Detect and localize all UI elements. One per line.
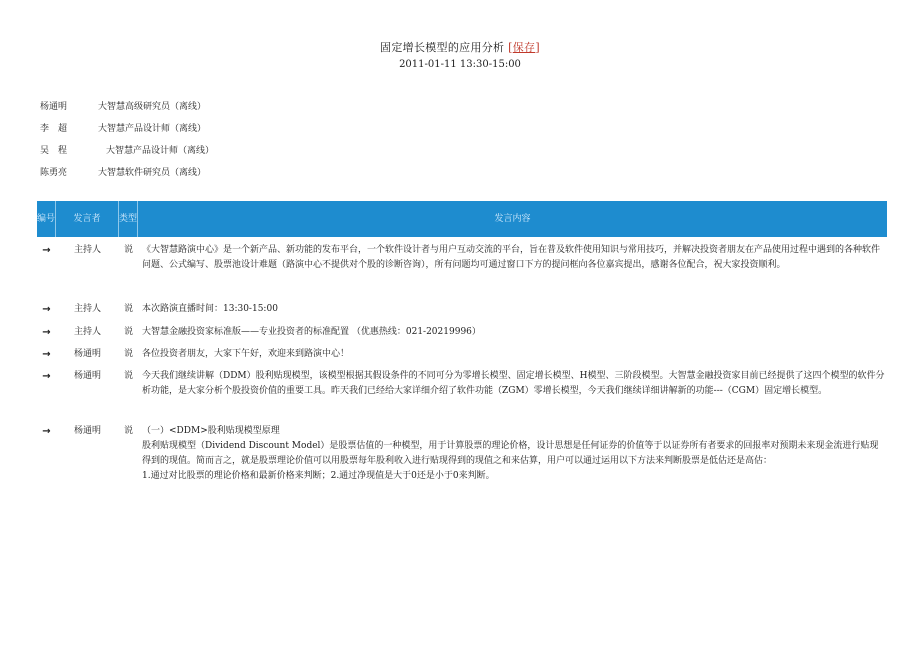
content-line: 各位投资者朋友，大家下午好，欢迎来到路演中心！ bbox=[142, 349, 350, 359]
table-row bbox=[37, 325, 887, 347]
row-speaker: 杨通明 bbox=[73, 349, 101, 359]
participant-name: 陈勇亮 bbox=[40, 168, 68, 178]
content-line: 本次路演直播时间：13:30-15:00 bbox=[142, 304, 278, 314]
row-type: 说 bbox=[123, 426, 133, 436]
row-type: 说 bbox=[123, 245, 133, 255]
report-header bbox=[0, 41, 920, 71]
participant-list bbox=[40, 101, 214, 189]
transcript-table-header bbox=[37, 201, 887, 237]
content-line: 1.通过对比股票的理论价格和最新价格来判断；2.通过净现值是大于0还是小于0来判断。 bbox=[142, 471, 495, 481]
participant-role: 大智慧产品设计师（离线） bbox=[98, 124, 207, 134]
row-content bbox=[138, 243, 887, 273]
participant-name: 吴 程 bbox=[40, 146, 68, 156]
table-row bbox=[37, 347, 887, 369]
participant-row bbox=[40, 145, 214, 167]
row-speaker: 杨通明 bbox=[73, 371, 101, 381]
header-number: 编号 bbox=[37, 201, 56, 237]
row-content bbox=[138, 302, 887, 317]
content-line: 大智慧金融投资家标准版——专业投资者的标准配置 （优惠热线：021-20219996） bbox=[142, 327, 481, 337]
arrow-icon: → bbox=[42, 304, 51, 315]
content-line: （一）<DDM>股利贴现模型原理 bbox=[142, 426, 280, 436]
content-line: 股利贴现模型（Dividend Discount Model）是股票估值的一种模型，用于计算股票的理论价格，设计思想是任何证券的价值等于以证券所有者要求的回报率对预期未来现金流进行贴现得到的现值。简而言之，就是股票理论价值可以用股票每年股利收入进行贴现得到的现值之和来估算，用户可以通过运用以下方法来判断股票是低估还是高估： bbox=[142, 441, 879, 466]
row-speaker: 主持人 bbox=[73, 245, 101, 255]
row-speaker: 主持人 bbox=[73, 327, 101, 337]
row-content bbox=[138, 369, 887, 399]
participant-role: 大智慧产品设计师（离线） bbox=[106, 146, 215, 156]
bracket-close: ] bbox=[535, 41, 540, 54]
arrow-icon: → bbox=[42, 426, 51, 437]
participant-row bbox=[40, 101, 214, 123]
content-line: 今天我们继续讲解（DDM）股利贴现模型，该模型根据其假设条件的不同可分为零增长模型、固定增长模型、H模型、三阶段模型。大智慧金融投资家目前已经提供了这四个模型的软件分析功能，是大家分析个股投资价值的重要工具。昨天我们已经给大家详细介绍了软件功能（ZGM）零增长模型，今天我们继续详细讲解新的功能---（CGM）固定增长模型。 bbox=[142, 371, 885, 396]
participant-row bbox=[40, 167, 214, 189]
bracket-open: [ bbox=[508, 41, 513, 54]
row-speaker: 主持人 bbox=[73, 304, 101, 314]
row-speaker: 杨通明 bbox=[73, 426, 101, 436]
table-row bbox=[37, 243, 887, 302]
participant-row bbox=[40, 123, 214, 145]
header-speaker: 发言者 bbox=[56, 201, 119, 237]
participant-name: 李 超 bbox=[40, 124, 68, 134]
transcript-rows bbox=[37, 243, 887, 484]
table-row bbox=[37, 424, 887, 484]
page-title bbox=[0, 41, 920, 54]
session-datetime: 2011-01-11 13:30-15:00 bbox=[399, 59, 521, 70]
row-type: 说 bbox=[123, 371, 133, 381]
arrow-icon: → bbox=[42, 371, 51, 382]
row-content bbox=[138, 325, 887, 340]
arrow-icon: → bbox=[42, 245, 51, 256]
header-content: 发言内容 bbox=[494, 214, 531, 224]
header-type: 类型 bbox=[119, 201, 138, 237]
row-type: 说 bbox=[123, 304, 133, 314]
arrow-icon: → bbox=[42, 349, 51, 360]
content-line: 《大智慧路演中心》是一个新产品、新功能的发布平台，一个软件设计者与用户互动交流的平台，旨在普及软件使用知识与常用技巧，并解决投资者朋友在产品使用过程中遇到的各种软件问题、公式编写、股票池设计难题（路演中心不提供对个股的诊断咨询），所有问题均可通过窗口下方的提问框向各位嘉宾提出，感谢各位配合，祝大家投资顺利。 bbox=[142, 245, 881, 270]
participant-role: 大智慧软件研究员（离线） bbox=[98, 168, 207, 178]
row-content bbox=[138, 424, 887, 484]
table-row bbox=[37, 302, 887, 325]
participant-role: 大智慧高级研究员（离线） bbox=[98, 102, 207, 112]
save-link[interactable]: 保存 bbox=[512, 41, 536, 54]
row-type: 说 bbox=[123, 349, 133, 359]
table-row bbox=[37, 369, 887, 424]
arrow-icon: → bbox=[42, 327, 51, 338]
title-text: 固定增长模型的应用分析 bbox=[380, 41, 505, 54]
row-type: 说 bbox=[123, 327, 133, 337]
row-content bbox=[138, 347, 887, 362]
participant-name: 杨通明 bbox=[40, 102, 68, 112]
